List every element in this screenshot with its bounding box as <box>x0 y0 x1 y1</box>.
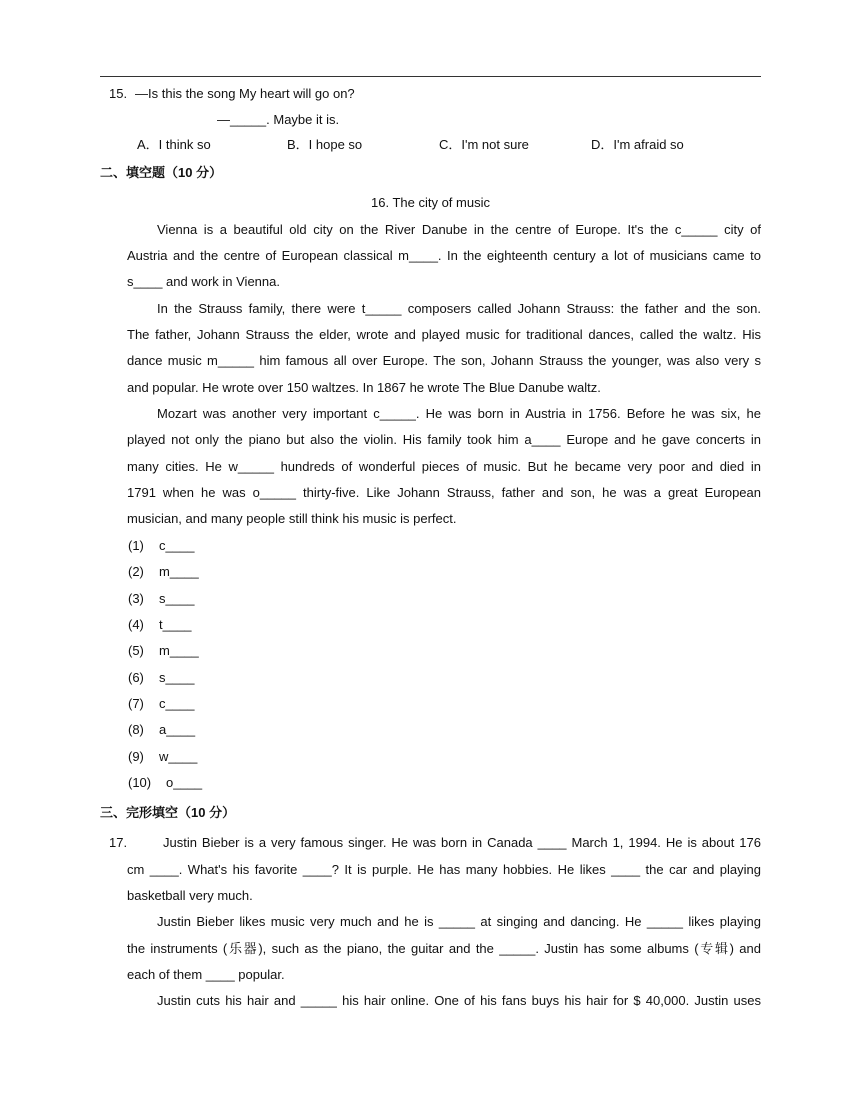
q17-number: 17. <box>109 835 128 850</box>
q15-option-c[interactable]: C．I'm not sure <box>439 137 529 152</box>
blank-answer[interactable]: c____ <box>159 538 195 553</box>
q15-option-b[interactable]: B．I hope so <box>287 137 363 152</box>
blank-number: (6) <box>128 670 144 685</box>
blank-answer[interactable]: s____ <box>159 670 195 685</box>
q16-line: played not only the piano but also the violin. His family took him a____ Europe and he gave concerts in <box>127 432 761 447</box>
blank-answer[interactable]: m____ <box>159 643 199 658</box>
q16-line: many cities. He w_____ hundreds of wonderful pieces of music. But he became very poor and died in <box>127 459 761 474</box>
q15-question: —Is this the song My heart will go on? <box>135 86 355 101</box>
q16-line: Vienna is a beautiful old city on the River Danube in the centre of Europe. It's the c_____ city of <box>157 222 761 237</box>
q16-line: dance music m_____ him famous all over Europe. The son, Johann Strauss the younger, was also very s <box>127 353 761 368</box>
blank-number: (7) <box>128 696 144 711</box>
blank-item[interactable] <box>128 749 198 765</box>
blank-item[interactable] <box>128 617 192 633</box>
blank-item[interactable] <box>128 538 195 554</box>
blank-number: (5) <box>128 643 144 658</box>
q15-number: 15. <box>109 86 128 101</box>
blank-item[interactable] <box>128 564 199 580</box>
blank-answer[interactable]: a____ <box>159 722 196 737</box>
q15-answer-line: —_____. Maybe it is. <box>217 112 340 127</box>
blank-number: (9) <box>128 749 144 764</box>
q16-line: 1791 when he was o_____ thirty-five. Like Johann Strauss, father and son, he was a great European <box>127 485 761 500</box>
q17-line: Justin cuts his hair and _____ his hair online. One of his fans buys his hair for $ 40,000. Justin uses <box>157 993 761 1008</box>
q16-line: and popular. He wrote over 150 waltzes. In 1867 he wrote The Blue Danube waltz. <box>127 380 601 395</box>
blank-item[interactable] <box>128 591 195 607</box>
blank-item[interactable] <box>128 775 203 791</box>
q17-line: the instruments (乐器), such as the piano, the guitar and the _____. Justin has some albums (专辑) and <box>127 941 761 956</box>
blank-number: (4) <box>128 617 144 632</box>
blank-number: (10) <box>128 775 152 790</box>
blank-answer[interactable]: s____ <box>159 591 195 606</box>
blank-item[interactable] <box>128 670 195 686</box>
blank-answer[interactable]: c____ <box>159 696 195 711</box>
q15-option-d[interactable]: D．I'm afraid so <box>591 137 684 152</box>
q16-line: Austria and the centre of European classical m____. In the eighteenth century a lot of musicians came to <box>127 248 761 263</box>
blank-number: (8) <box>128 722 144 737</box>
q16-line: musician, and many people still think his music is perfect. <box>127 511 457 526</box>
section-2-heading: 二、填空题（10 分） <box>100 165 223 180</box>
blank-item[interactable] <box>128 722 196 738</box>
q16-title: 16. The city of music <box>371 195 490 210</box>
blank-item[interactable] <box>128 696 195 712</box>
blank-answer[interactable]: o____ <box>166 775 203 790</box>
q17-line: Justin Bieber is a very famous singer. He was born in Canada ____ March 1, 1994. He is about 176 <box>163 835 761 850</box>
q17-line: basketball very much. <box>127 888 253 903</box>
blank-number: (2) <box>128 564 144 579</box>
q17-line: Justin Bieber likes music very much and he is _____ at singing and dancing. He _____ likes playing <box>157 914 761 929</box>
blank-item[interactable] <box>128 643 199 659</box>
q16-line: s____ and work in Vienna. <box>127 274 280 289</box>
q17-line: each of them ____ popular. <box>127 967 285 982</box>
q16-line: In the Strauss family, there were t_____ composers called Johann Strauss: the father and the son. <box>157 301 761 316</box>
q15-option-a[interactable]: A．I think so <box>137 137 211 152</box>
section-3-heading: 三、完形填空（10 分） <box>100 805 236 820</box>
blank-answer[interactable]: t____ <box>159 617 192 632</box>
q16-line: The father, Johann Strauss the elder, wrote and played music for traditional dances, called the waltz. His <box>127 327 761 342</box>
blank-answer[interactable]: m____ <box>159 564 199 579</box>
q17-line: cm ____. What's his favorite ____? It is purple. He has many hobbies. He likes ____ the car and playing <box>127 862 761 877</box>
blank-number: (3) <box>128 591 144 606</box>
q16-line: Mozart was another very important c_____. He was born in Austria in 1756. Before he was six, he <box>157 406 761 421</box>
top-divider <box>100 76 761 77</box>
blank-number: (1) <box>128 538 144 553</box>
blank-answer[interactable]: w____ <box>159 749 198 764</box>
